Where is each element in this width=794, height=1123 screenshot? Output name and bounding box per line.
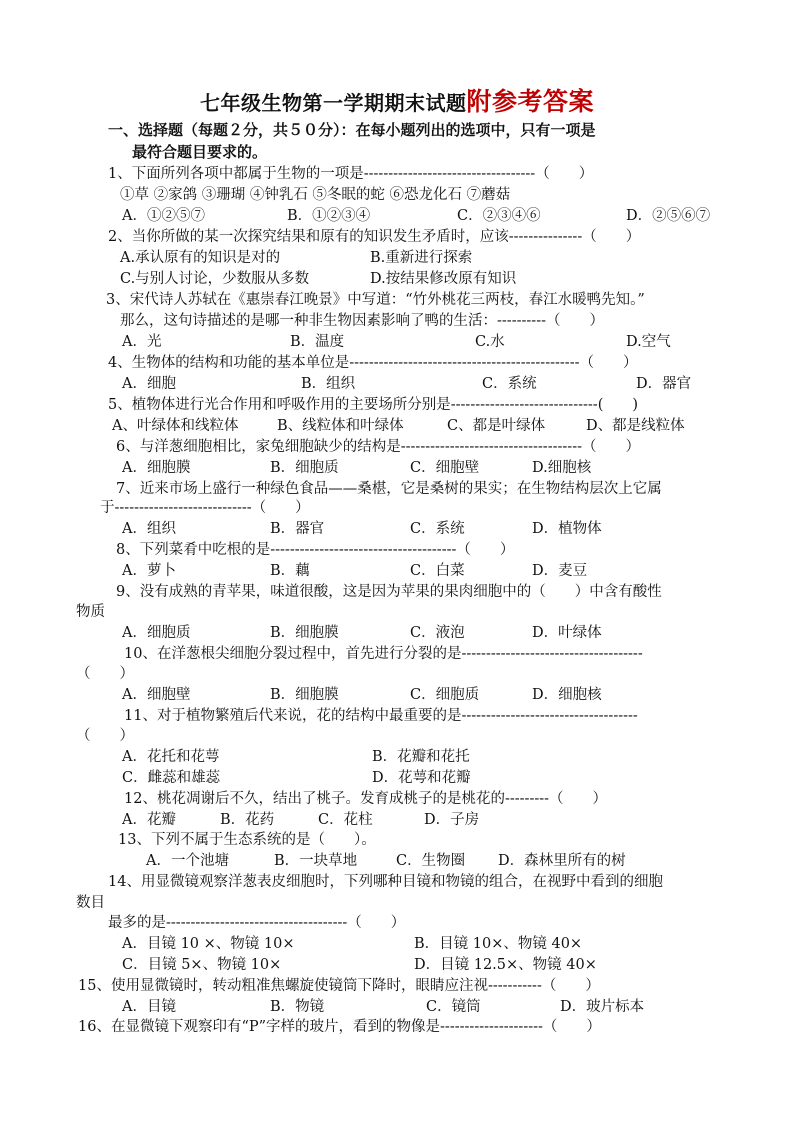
- question-7-stem: 7、近来市场上盛行一种绿色食品——桑椹，它是桑树的果实；在生物结构层次上它属: [116, 481, 662, 497]
- question-15-option-c: C．镜筒: [426, 999, 481, 1015]
- question-14-option-c: C．目镜 5×、物镜 10×: [122, 957, 282, 973]
- question-4-option-c: C．系统: [482, 376, 537, 392]
- question-8-stem: 8、下列菜肴中吃根的是--------------------------------------（ ）: [116, 542, 515, 558]
- question-6-option-a: A．细胞膜: [122, 460, 191, 476]
- question-1-option-c: C．②③④⑥: [457, 208, 541, 224]
- question-4-option-b: B．组织: [301, 376, 356, 392]
- question-7-option-b: B．器官: [270, 521, 325, 537]
- question-10-option-c: C．细胞质: [410, 687, 480, 703]
- question-7-option-d: D．植物体: [532, 521, 602, 537]
- question-15-stem: 15、使用显微镜时，转动粗准焦螺旋使镜筒下降时，眼睛应注视-----------（ ）: [78, 978, 600, 994]
- question-2-option-b: B.重新进行探索: [370, 250, 473, 266]
- question-12-option-d: D．子房: [424, 812, 480, 828]
- question-1-option-b: B．①②③④: [287, 208, 371, 224]
- question-15-option-d: D．玻片标本: [560, 999, 645, 1015]
- question-3-stem: 3、宋代诗人苏轼在《惠崇春江晚景》中写道：“竹外桃花三两枝，春江水暖鸭先知。”: [106, 292, 645, 308]
- question-14-option-b: B．目镜 10×、物镜 40×: [414, 936, 583, 952]
- question-9-option-a: A．细胞质: [122, 625, 191, 641]
- question-3-option-b: B．温度: [290, 334, 345, 350]
- question-3-option-a: A．光: [122, 334, 162, 350]
- question-15-option-a: A．目镜: [122, 999, 176, 1015]
- question-11-option-c: C．雌蕊和雄蕊: [122, 770, 221, 786]
- question-13-option-d: D．森林里所有的树: [498, 853, 626, 869]
- question-6-stem: 6、与洋葱细胞相比，家兔细胞缺少的结构是-------------------------------------（ ）: [116, 439, 641, 455]
- question-10-option-b: B．细胞膜: [270, 687, 339, 703]
- question-12-stem: 12、桃花凋谢后不久，结出了桃子。发育成桃子的是桃花的---------（ ）: [124, 791, 608, 807]
- title-main: 七年级生物第一学期期末试题: [199, 91, 467, 115]
- question-5-option-a: A、叶绿体和线粒体: [112, 418, 239, 434]
- question-5-stem: 5、植物体进行光合作用和呼吸作用的主要场所分别是------------------------------( ): [108, 397, 639, 413]
- question-4-option-a: A．细胞: [122, 376, 176, 392]
- question-12-option-a: A．花瓣: [122, 812, 176, 828]
- question-6-option-b: B．细胞质: [270, 460, 339, 476]
- question-14-stem: 14、用显微镜观察洋葱表皮细胞时，下列哪种目镜和物镜的组合，在视野中看到的细胞: [108, 874, 663, 890]
- question-13-option-a: A．一个池塘: [146, 853, 229, 869]
- question-7-option-a: A．组织: [122, 521, 176, 537]
- question-2-option-d: D.按结果修改原有知识: [370, 271, 517, 287]
- section-heading: 一、选择题（每题２分，共５０分）：在每小题列出的选项中，只有一项是: [108, 121, 596, 139]
- question-15-option-b: B．物镜: [270, 999, 325, 1015]
- question-10-stem-cont: （ ）: [76, 666, 134, 682]
- question-7-option-c: C．系统: [410, 521, 465, 537]
- question-3-stem-cont: 那么，这句诗描述的是哪一种非生物因素影响了鸭的生活：----------（ ）: [120, 313, 604, 329]
- question-2-option-a: A.承认原有的知识是对的: [120, 250, 281, 266]
- question-8-option-a: A．萝卜: [122, 563, 176, 579]
- question-3-option-d: D.空气: [626, 334, 671, 350]
- question-9-option-c: C．液泡: [410, 625, 465, 641]
- question-1-option-a: A．①②⑤⑦: [122, 208, 205, 224]
- question-8-option-b: B．藕: [270, 563, 310, 579]
- question-11-stem: 11、对于植物繁殖后代来说，花的结构中最重要的是------------------------------------: [124, 708, 638, 724]
- question-12-option-b: B．花药: [220, 812, 275, 828]
- question-14-option-d: D．目镜 12.5×、物镜 40×: [414, 957, 597, 973]
- section-heading-cont: 最符合题目要求的。: [132, 143, 268, 161]
- question-9-stem: 9、没有成熟的青苹果，味道很酸，这是因为苹果的果肉细胞中的（ ）中含有酸性: [116, 584, 662, 600]
- question-11-option-d: D．花萼和花瓣: [372, 770, 471, 786]
- question-8-option-c: C．白菜: [410, 563, 465, 579]
- question-13-stem: 13、下列不属于生态系统的是（ ）。: [118, 832, 376, 848]
- question-10-option-d: D．细胞核: [532, 687, 602, 703]
- question-1-stem: 1、下面所列各项中都属于生物的一项是-----------------------------------（ ）: [108, 166, 594, 182]
- question-14-stem-cont: 数目: [76, 895, 105, 911]
- question-4-stem: 4、生物体的结构和功能的基本单位是-----------------------------------------------（ ）: [108, 355, 638, 371]
- question-11-option-b: B．花瓣和花托: [372, 749, 470, 765]
- question-9-option-b: B．细胞膜: [270, 625, 339, 641]
- question-1-items: ①草 ②家鸽 ③珊瑚 ④钟乳石 ⑤冬眠的蛇 ⑥恐龙化石 ⑦蘑菇: [120, 187, 511, 203]
- question-13-option-c: C．生物圈: [396, 853, 466, 869]
- question-3-option-c: C.水: [475, 334, 505, 350]
- question-2-option-c: C.与别人讨论，少数服从多数: [120, 271, 310, 287]
- question-5-option-b: B、线粒体和叶绿体: [277, 418, 404, 434]
- question-11-option-a: A．花托和花萼: [122, 749, 220, 765]
- question-6-option-c: C．细胞壁: [410, 460, 480, 476]
- question-5-option-c: C、都是叶绿体: [447, 418, 546, 434]
- question-9-stem-cont: 物质: [76, 604, 105, 620]
- question-2-stem: 2、当你所做的某一次探究结果和原有的知识发生矛盾时，应该---------------（ ）: [108, 229, 641, 245]
- question-14-stem-cont2: 最多的是-------------------------------------（ ）: [108, 915, 406, 931]
- page-title: [0, 82, 794, 118]
- question-5-option-d: D、都是线粒体: [586, 418, 685, 434]
- question-9-option-d: D．叶绿体: [532, 625, 602, 641]
- question-10-option-a: A．细胞壁: [122, 687, 191, 703]
- question-7-stem-cont: 于----------------------------（ ）: [100, 500, 310, 516]
- question-4-option-d: D．器官: [636, 376, 692, 392]
- question-8-option-d: D．麦豆: [532, 563, 588, 579]
- question-6-option-d: D.细胞核: [532, 460, 592, 476]
- question-13-option-b: B．一块草地: [274, 853, 358, 869]
- question-14-option-a: A．目镜 10 ×、物镜 10×: [122, 936, 295, 952]
- title-answer-note: 附参考答案: [466, 87, 594, 116]
- question-1-option-d: D．②⑤⑥⑦: [626, 208, 711, 224]
- question-10-stem: 10、在洋葱根尖细胞分裂过程中，首先进行分裂的是-------------------------------------: [124, 646, 643, 662]
- question-16-stem: 16、在显微镜下观察印有“P”字样的玻片，看到的物像是---------------------（ ）: [78, 1019, 601, 1035]
- question-11-stem-cont: （ ）: [76, 728, 134, 744]
- question-12-option-c: C．花柱: [318, 812, 373, 828]
